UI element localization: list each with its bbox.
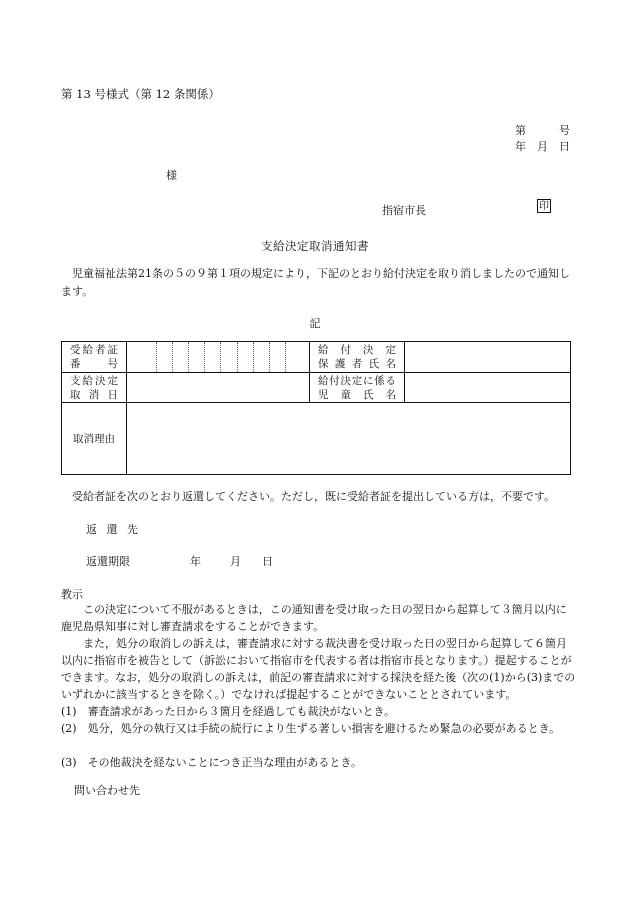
cancel-date-label: 支給決定 取 消 日 [62,373,127,403]
instruction-paragraph-1: この決定について不服があるときは，この通知書を受け取った日の翌日から起算して３箇月以内に鹿児島県知事に対し審査請求をすることができます。 [61,603,567,633]
return-instruction: 受給者証を次のとおり返還してください。ただし，既に受給者証を提出している方は，不要です。 [72,490,556,503]
issue-date: 年 月 日 [515,140,570,153]
info-table [61,341,571,475]
inquiry-label: 問い合わせ先 [74,784,140,797]
instruction-item-3: (3) その他裁決を経ないことにつき正当な理由があるとき。 [61,756,362,769]
seal-mark: 印 [539,201,549,212]
child-name-value[interactable] [405,373,571,403]
instruction-item-2: (2) 処分，処分の執行又は手続の続行により生ずる著しい損害を避けるため緊急の必要があるとき。 [61,722,561,735]
guardian-name-value[interactable] [405,342,571,373]
cancel-reason-label: 取消理由 [62,403,127,475]
cancel-reason-value[interactable] [127,403,571,475]
instruction-heading: 教示 [61,588,83,601]
recipient-number-label: 受給者証 番 号 [62,342,127,373]
return-deadline-label: 返還期限 [86,555,130,568]
deadline-year: 年 [190,555,201,568]
notice-body: 児童福祉法第21条の５の９第１項の規定により，下記のとおり給付決定を取り消しましたので通知します。 [61,267,570,298]
guardian-name-label: 給 付 決 定 保護者氏名 [310,342,405,373]
document-title: 支給決定取消通知書 [261,239,369,253]
child-name-label: 給付決定に係る 児 童 氏 名 [310,373,405,403]
form-number: 第 13 号様式（第 12 条関係） [61,87,220,101]
instruction-paragraph-2: また，処分の取消しの訴えは，審査請求に対する裁決書を受け取った日の翌日から起算して６箇月以内に指宿市を被告として（訴訟において指宿市を代表する者は指宿市長となります。）提起することができます。なお，処分の取消しの訴えは，前記の審査請求に対する採決を経た後（次の(1)から(3)までのいずれかに該当するときを除く。）でなければ提起することができないこととされています。 [61,637,576,701]
issuer-name: 指宿市長 [382,204,426,217]
addressee-honorific: 様 [166,169,177,182]
ki-heading: 記 [309,317,321,330]
recipient-number-cells[interactable] [127,342,310,373]
cancel-date-value[interactable] [127,373,310,403]
return-deadline [86,553,273,569]
deadline-month: 月 [230,555,241,568]
document-number: 第 号 [515,124,570,137]
instruction-item-1: (1) 審査請求があった日から３箇月を経過しても裁決がないとき。 [61,705,396,718]
deadline-day: 日 [262,555,273,568]
return-destination-label: 返 還 先 [86,523,141,536]
